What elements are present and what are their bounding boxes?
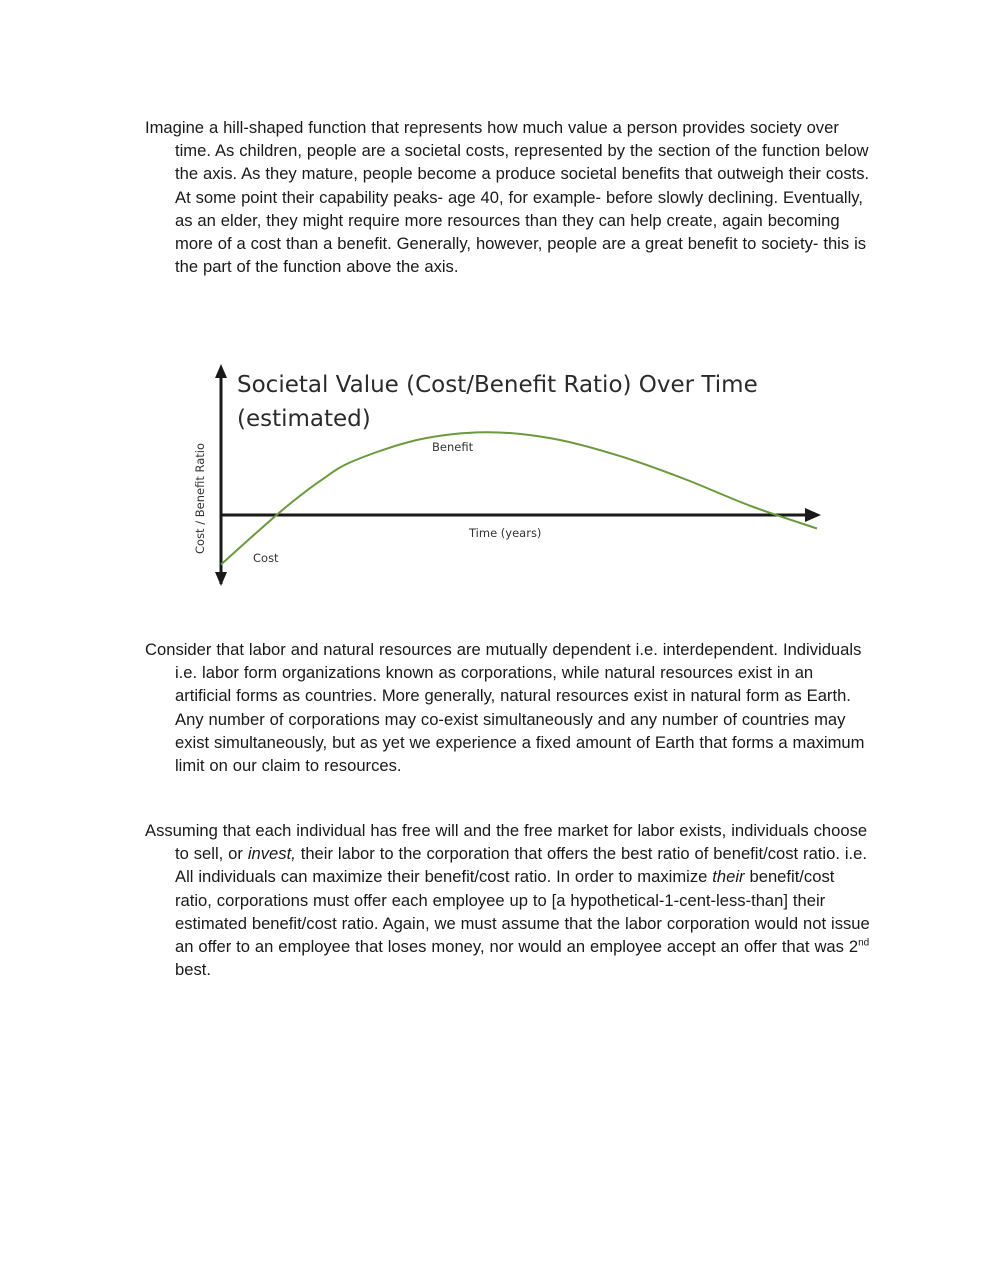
value-curve-line <box>221 432 817 564</box>
societal-value-chart <box>185 360 835 590</box>
p3-emphasis-invest: invest, <box>247 844 296 864</box>
x-axis-label: Time (years) <box>469 526 542 540</box>
y-axis-arrow-down <box>215 572 227 586</box>
societal-value-figure <box>185 360 835 590</box>
p3-emphasis-their: their <box>712 867 745 887</box>
chart-title-line2: (estimated) <box>237 406 371 432</box>
p3-text-c: their labor to the corporation that offers the best ratio of benefit/cost ratio. i.e. All individuals can maximize their benefit/cost ratio. In order to maximize <box>175 844 867 887</box>
p3-text-f: best. <box>175 960 211 980</box>
paragraph-hill-function: Imagine a hill-shaped function that represents how much value a person provides society over time. As children, people are a societal costs, represented by the section of the function below the axis. As they mature, people become a produce societal benefits that outweigh their costs. At some point their capability peaks- age 40, for example- before slowly declining. Eventually, as an elder, they might require more resources than they can help create, again becoming more of a cost than a benefit. Generally, however, people are a great benefit to society- this is the part of the function above the axis. <box>145 118 870 277</box>
p3-text-e: benefit/cost ratio, corporations must offer each employee up to [a hypothetical-1-cent-less-than] their estimated benefit/cost ratio. Again, we must assume that the labor corporation would not issue an offer to an employee that loses money, nor would an employee accept an offer that was 2 <box>175 867 870 957</box>
paragraph-free-market <box>145 819 873 981</box>
p3-superscript-nd: nd <box>858 937 870 949</box>
y-axis-label: Cost / Benefit Ratio <box>193 442 207 554</box>
cost-label: Cost <box>253 551 279 565</box>
x-axis-arrow <box>805 508 821 522</box>
p3-text-a: Assuming that each individual has free will and the free market for labor exists, individuals choose to sell, or <box>145 821 868 864</box>
y-axis-arrow-up <box>215 364 227 378</box>
benefit-label: Benefit <box>432 440 474 454</box>
chart-title-line1: Societal Value (Cost/Benefit Ratio) Over Time <box>237 372 758 398</box>
paragraph-interdependence: Consider that labor and natural resources are mutually dependent i.e. interdependent. Individuals i.e. labor form organizations known as corporations, while natural resources exist in an artificial forms as countries. More generally, natural resources exist in natural form as Earth. Any number of corporations may co-exist simultaneously and any number of countries may exist simultaneously, but as yet we experience a fixed amount of Earth that forms a maximum limit on our claim to resources. <box>145 640 865 776</box>
